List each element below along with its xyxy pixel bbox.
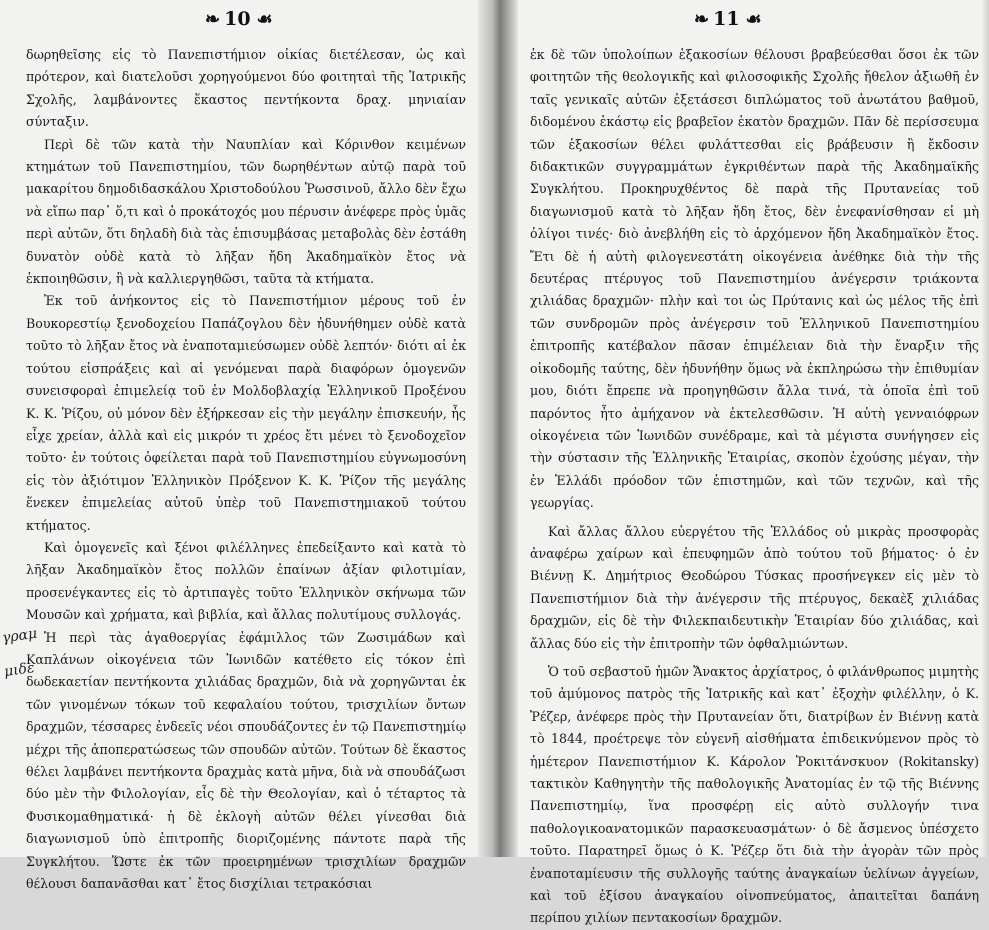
paragraph: Ἡ περὶ τὰς ἀγαθοεργίας ἐφάμιλλος τῶν Ζωσιμάδων καὶ Καπλάνων οἰκογένεια τῶν Ἰωνιδῶν κατέθετο εἰς τόκον ἐπὶ δωδεκαετίαν πεντήκοντα χιλιάδας δραχμῶν, διὰ νὰ χορηγῶνται ἐκ τῶν γινομένων τόκων τοῦ κεφαλαίου τούτου, τρισχιλίων ὄντων δραχμῶν, τέσσαρες ἐνδεεῖς νέοι σπουδάζοντες ἐν τῷ Πανεπιστημίῳ μέχρι τῆς ἀποπερατώσεως τῶν σπουδῶν αὐτῶν. Τούτων δὲ ἕκαστος θέλει λαμβάνει πεντήκοντα δραχμὰς κατὰ μῆνα, διὰ νὰ σπουδάζωσι δύο μὲν τὴν Φιλολογίαν, εἷς δὲ τὴν Θεολογίαν, καὶ ὁ τέταρτος τὰ Φυσικομαθηματικά· ἡ δὲ ἐκλογὴ αὐτῶν θέλει γίνεσθαι διὰ διαγωνισμοῦ ὑπὸ ἐπιτροπῆς διοριζομένης πάντοτε παρὰ τῆς Συγκλήτου. Ὥστε ἐκ τῶν προειρημένων τρισχιλίων δραχμῶν θέλουσι δαπανᾶσθαι κατ᾽ ἔτος δισχίλιαι τετρακόσιαι (26, 629, 466, 892)
paragraph: Καὶ ὁμογενεῖς καὶ ξένοι φιλέλληνες ἐπεδείξαντο καὶ κατὰ τὸ λῆξαν Ἀκαδημαϊκὸν ἔτος πολλῶν ἐπαίνων ἀξίαν φιλοτιμίαν, προσενέγκαντες εἰς τὸ ἀρτιπαγὲς τοῦτο Ἑλληνικὸν σκήνωμα τῶν Μουσῶν καὶ χρήματα, καὶ βιβλία, καὶ ἄλλας πολυτίμους συλλογάς. (26, 539, 466, 623)
book-gutter (478, 0, 518, 857)
left-page-number-header (205, 8, 271, 30)
page-number: 10 (224, 8, 251, 30)
paragraph: δωρηθεῖσης εἰς τὸ Πανεπιστήμιον οἰκίας διετέλεσαν, ὡς καὶ πρότερον, καὶ διατελοῦσι χορηγούμενοι δύο φοιτηταὶ τῆς Ἰατρικῆς Σχολῆς, λαμβάνοντες ἕκαστος πεντήκοντα δραχ. μηνιαίαν σύνταξιν. (26, 47, 466, 130)
page-edge-shadow (981, 0, 989, 857)
handwritten-margin-note: γραμ (1, 625, 39, 647)
ornament-right-icon: ☙ (745, 8, 760, 30)
left-page (0, 0, 480, 892)
right-page-text (530, 44, 979, 930)
ornament-left-icon: ❧ (205, 8, 219, 30)
paragraph: Περὶ δὲ τῶν κατὰ τὴν Ναυπλίαν καὶ Κόρινθον κειμένων κτημάτων τοῦ Πανεπιστημίου, τῶν δωρηθέντων αὐτῷ παρὰ τοῦ μακαρίτου δημοδιδασκάλου Χριστοδούλου Ῥωσσινοῦ, ἄλλο δὲν ἔχω νὰ εἴπω παρ᾽ ὅ,τι καὶ ὁ προκάτοχός μου πέρυσιν ἀνέφερε πρὸς ὑμᾶς περὶ αὐτῶν, ὅτι δηλαδὴ διὰ τὰς ἐπισυμβάσας μεταβολὰς δὲν ἐστάθη δυνατὸν οὐδὲ κατὰ τὸ λῆξαν ἤδη Ἀκαδημαϊκὸν ἔτος νὰ ἐκποιηθῶσιν, ἢ νὰ καλλιεργηθῶσι, ταῦτα τὰ κτήματα. (26, 136, 466, 287)
paragraph: Καὶ ἄλλας ἄλλου εὐεργέτου τῆς Ἑλλάδος οὐ μικρὰς προσφορὰς ἀναφέρω χαίρων καὶ ἐπευφημῶν ἀπὸ τούτου τοῦ βήματος· ὁ ἐν Βιέννῃ Κ. Δημήτριος Θεοδώρου Τύσκας προσήνεγκεν εἰς μὲν τὸ Πανεπιστήμιον διὰ τὴν ἀνέγερσιν τῆς πτέρυγος, δεκαὲξ χιλιάδας δραχμῶν, εἰς δὲ τὴν Φιλεκπαιδευτικὴν Ἑταιρίαν δύο χιλιάδας, καὶ ἄλλας δύο εἰς τὴν ἐπιτροπὴν τῶν ὀφθαλμιώντων. (530, 523, 979, 651)
ornament-right-icon: ☙ (256, 8, 271, 30)
paragraph: ἐκ δὲ τῶν ὑπολοίπων ἑξακοσίων θέλουσι βραβεύεσθαι ὅσοι ἐκ τῶν φοιτητῶν τῆς θεολογικῆς καὶ φιλοσοφικῆς Σχολῆς ἤθελον ἀξιωθῆ ἐν ταῖς γενικαῖς αὐτῶν ἐξετάσεσι διπλώματος τοῦ ἀνωτάτου βαθμοῦ, διδομένου ἑκάστῳ εἰς βραβεῖον ἑκατὸν δραχμῶν. Πᾶν δὲ περίσσευμα τῶν ἑξακοσίων θέλει φυλάττεσθαι εἰς βράβευσιν ἢ ἔκδοσιν διδακτικῶν συγγραμμάτων ἐγκριθέντων παρὰ τῆς Ἀκαδημαϊκῆς Συγκλήτου. Προκηρυχθέντος δὲ παρὰ τῆς Πρυτανείας τοῦ διαγωνισμοῦ κατὰ τὸ λῆξαν ἤδη ἔτος, δὲν ἐνεφανίσθησαν εἰ μὴ ὀλίγοι τινές· διὸ ἀνεβλήθη εἰς τὸ ἀρχόμενον ἤδη Ἀκαδημαϊκὸν ἔτος. Ἔτι δὲ ἡ αὐτὴ φιλογενεστάτη οἰκογένεια ἀνέθηκε διὰ τὴν τῆς δευτέρας πτέρυγος τοῦ Πανεπιστημίου ἀνέγερσιν τριάκοντα χιλιάδας δραχμῶν· πλὴν καὶ τοι ὡς Πρύτανις καὶ ὡς μέλος τῆς ἐπὶ τῶν συνδρομῶν πρὸς ἀνέγερσιν τοῦ Ἑλληνικοῦ Πανεπιστημίου ἐπιτροπῆς κατέβαλον πᾶσαν ἐπιμέλειαν διὰ τὴν ἔναρξιν τῆς οἰκοδομῆς ταύτης, δὲν ἠδυνήθην ὅμως νὰ ἐκπληρώσω τὴν ἐπιθυμίαν μου, διότι ἔπρεπε νὰ προηγηθῶσιν ἄλλα τινά, τὰ ὁποῖα ἐπὶ τοῦ παρόντος ἦτο ἀμήχανον νὰ ἐκτελεσθῶσιν. Ἡ αὐτὴ γενναιόφρων οἰκογένεια τῶν Ἰωνιδῶν συνέδραμε, καὶ τὰ μέγιστα συνήγησεν εἰς τὴν σύστασιν τῆς Ἑλληνικῆς Ἑταιρίας, σκοπὸν ἐχούσης μέγαν, τὴν ἐν Ἑλλάδι πρόοδον τῶν ἐπιστημῶν, καὶ τῶν τεχνῶν, καὶ τῆς γεωργίας. (530, 47, 979, 511)
ornament-left-icon: ❧ (694, 8, 708, 30)
handwritten-margin-note: μιδε (3, 659, 36, 681)
paragraph: Ἐκ τοῦ ἀνήκοντος εἰς τὸ Πανεπιστήμιον μέρους τοῦ ἐν Βουκορεστίῳ ξενοδοχείου Παπάζογλου δὲν ἠδυνήθημεν οὐδὲ κατὰ τοῦτο τὸ λῆξαν ἔτος νὰ ἐναποταμιεύσωμεν οὐδὲ λεπτόν· διότι αἱ ἐκ τούτου εἰσπράξεις καὶ αἱ γενόμεναι παρὰ διαφόρων ὁμογενῶν συνεισφοραὶ ἐπιμελείᾳ τοῦ ἐν Μολδοβλαχίᾳ Ἑλληνικοῦ Προξένου Κ. Κ. Ῥίζου, οὐ μόνον δὲν ἐξήρκεσαν εἰς τὴν μεγάλην ἐπισκευήν, ἧς εἶχε χρείαν, ἀλλὰ καὶ εἰς μικρόν τι χρέος ἔτι μένει τὸ ξενοδοχεῖον τοῦτο· ἐν τούτοις ὀφείλεται παρὰ τοῦ Πανεπιστημίου εὐγνωμοσύνη εἰς τὸν ἀξιότιμον Ἑλληνικὸν Πρόξενον Κ. Κ. Ῥίζον τῆς μεγάλης ἕνεκεν ἐπιμελείας αὐτοῦ ὑπὲρ τοῦ Πανεπιστημιακοῦ τούτου κτήματος. (26, 293, 466, 533)
paragraph: Ὁ τοῦ σεβαστοῦ ἡμῶν Ἄνακτος ἀρχίατρος, ὁ φιλάνθρωπος μιμητὴς τοῦ ἀμύμονος πατρὸς τῆς Ἰατρικῆς καὶ κατ᾽ ἐξοχὴν φιλέλλην, ὁ Κ. Ῥέζερ, ἀνέφερε πρὸς τὴν Πρυτανείαν ὅτι, διατρίβων ἐν Βιέννῃ κατὰ τὸ 1844, προέτρεψε τὸν εὐγενῆ αἰσθήματα ἐπιδεικνύμενον πρὸς τὸ ἡμέτερον Πανεπιστήμιον Κ. Κάρολον Ῥοκιτάνσκυον (Rokitansky) τακτικὸν Καθηγητὴν τῆς παθολογικῆς Ἀνατομίας ἐν τῷ τῆς Βιέννης Πανεπιστημίῳ, ἵνα προσφέρῃ εἰς αὐτὸ συλλογήν τινα παθολογικοανατομικῶν παρασκευασμάτων· ὁ δὲ ἄσμενος ὑπέσχετο τοῦτο. Παρατηρεῖ ὅμως ὁ Κ. Ῥέζερ ὅτι διὰ τὴν ἀγορὰν τῶν πρὸς ἐναποταμίευσιν τῆς συλλογῆς ταύτης ἀναγκαίων ὑελίνων ἀγγείων, καὶ τοῦ ἐξίσου ἀναγκαίου οἰνοπνεύματος, ἀπαιτεῖται δαπάνη περίπου χιλίων πεντακοσίων δραχμῶν. (530, 663, 979, 926)
right-page-number-header (694, 8, 760, 30)
right-page (516, 0, 989, 926)
left-page-text (26, 44, 466, 895)
page-number: 11 (713, 8, 740, 30)
